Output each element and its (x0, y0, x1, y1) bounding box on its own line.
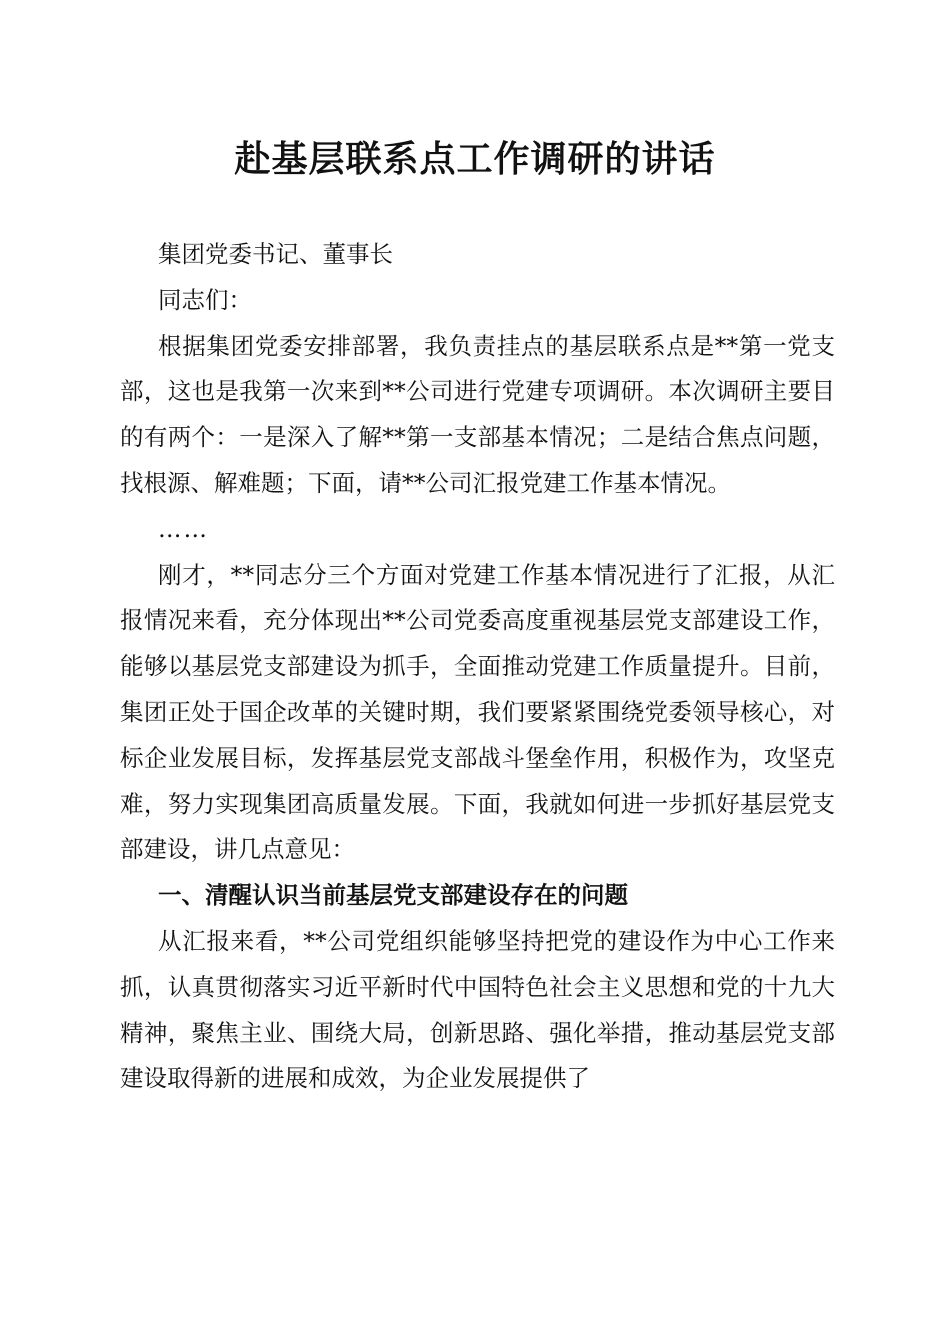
greeting-line: 同志们： (158, 285, 252, 314)
speaker-line: 集团党委书记、董事长 (158, 240, 393, 268)
omission-ellipsis: …… (158, 514, 209, 543)
comments-paragraph: 刚才，**同志分三个方面对党建工作基本情况进行了汇报，从汇报情况来看，充分体现出**公司党委高度重视基层党支部建设工作，能够以基层党支部建设为抓手，全面推动党建工作质量提升。目前，集团正处于国企改革的关键时期，我们要紧紧围绕党委领导核心，对标企业发展目标，发挥基层党支部战斗堡垒作用，积极作为，攻坚克难，努力实现集团高质量发展。下面，我就如何进一步抓好基层党支部建设，讲几点意见： (120, 560, 835, 864)
section-1-paragraph: 从汇报来看，**公司党组织能够坚持把党的建设作为中心工作来抓，认真贯彻落实习近平新时代中国特色社会主义思想和党的十九大精神，聚焦主业、围绕大局，创新思路、强化举措，推动基层党支部建设取得新的进展和成效，为企业发展提供了 (120, 926, 835, 1093)
document-title: 赴基层联系点工作调研的讲话 (234, 138, 716, 180)
document-body (120, 232, 835, 1102)
section-heading-1: 一、清醒认识当前基层党支部建设存在的问题 (158, 881, 628, 910)
intro-paragraph: 根据集团党委安排部署，我负责挂点的基层联系点是**第一党支部，这也是我第一次来到**公司进行党建专项调研。本次调研主要目的有两个：一是深入了解**第一支部基本情况；二是结合焦点问题，找根源、解难题；下面，请**公司汇报党建工作基本情况。 (120, 331, 835, 497)
